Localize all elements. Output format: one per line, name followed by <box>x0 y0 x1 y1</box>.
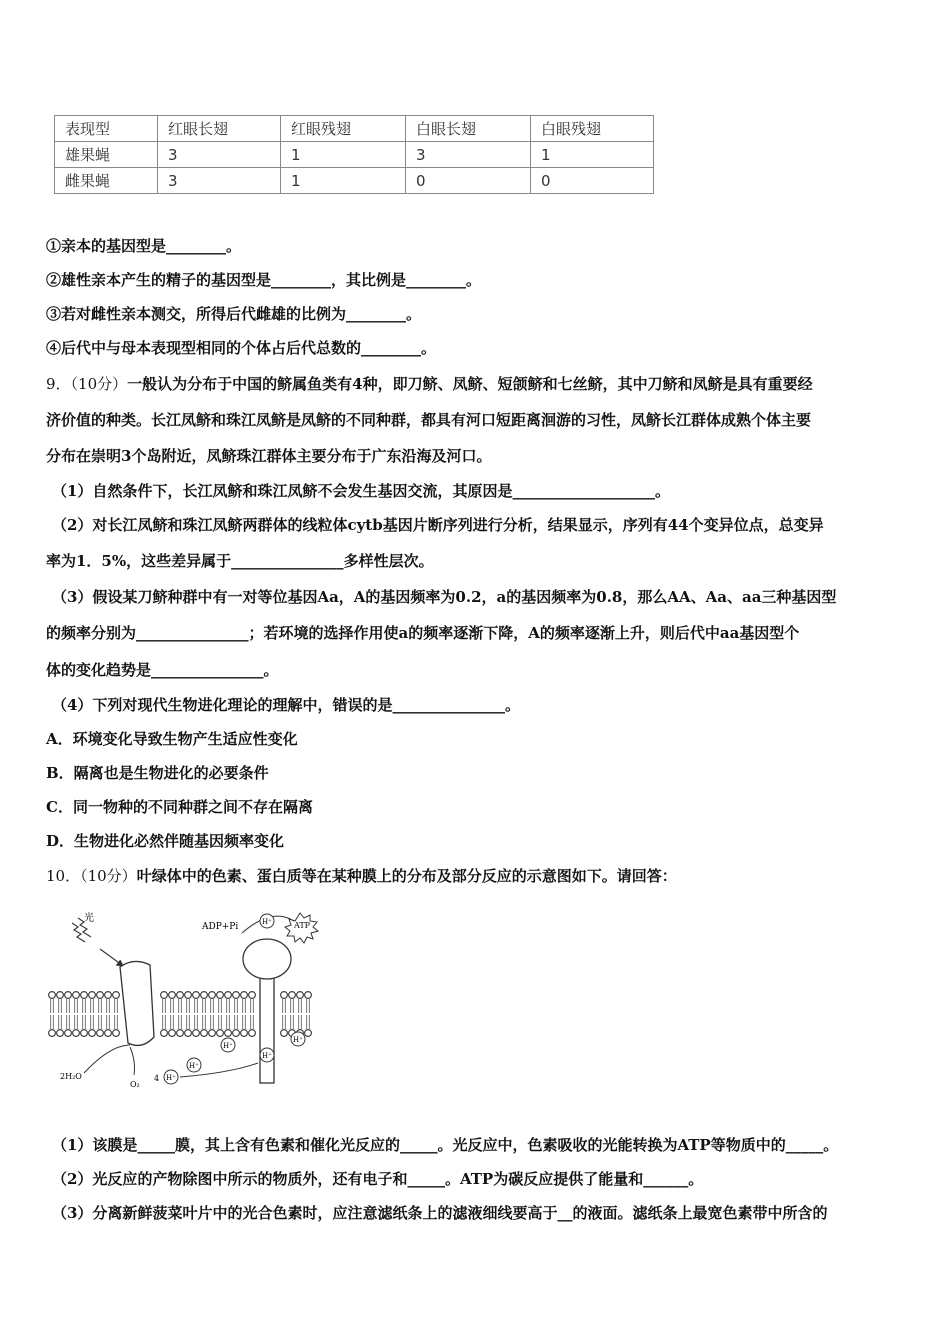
q10-part3: （3）分离新鲜菠菜叶片中的光合色素时，应注意滤纸条上的滤液细线要高于__的液面。滤纸条上最宽色素带中所含的 <box>52 1204 828 1222</box>
oxygen-label: O₂ <box>130 1080 140 1089</box>
q8-sub2: ②雄性亲本产生的精子的基因型是________，其比例是________。 <box>46 271 482 289</box>
q9-part3-line2: 的频率分别为_______________；若环境的选择作用使a的频率逐渐下降，A的频率逐渐上升，则后代中aa基因型个 <box>46 624 800 642</box>
q10-part2: （2）光反应的产物除图中所示的物质外，还有电子和_____。ATP为碳反应提供了能量和______。 <box>52 1170 704 1188</box>
table-header-cell: 白眼残翅 <box>531 116 654 142</box>
q10-number: 10．（10分） <box>46 867 137 885</box>
table-header-cell: 白眼长翅 <box>406 116 531 142</box>
thylakoid-membrane-diagram <box>44 905 320 1091</box>
table-cell: 0 <box>531 168 654 194</box>
table-header-cell: 表现型 <box>55 116 158 142</box>
q10-intro <box>46 866 677 886</box>
coefficient-label: 4 <box>154 1074 160 1083</box>
light-arrow-icon <box>72 918 123 966</box>
q9-part2-line2: 率为1．5%，这些差异属于_______________多样性层次。 <box>46 552 434 570</box>
table-header-cell: 红眼长翅 <box>158 116 281 142</box>
q9-option-d: D．生物进化必然伴随基因频率变化 <box>46 832 285 850</box>
q9-part1: （1）自然条件下，长江凤鲚和珠江凤鲚不会发生基因交流，其原因是___________________。 <box>52 482 670 500</box>
photosystem-protein <box>120 961 154 1045</box>
q9-intro-line1 <box>46 374 813 394</box>
q9-part4: （4）下列对现代生物进化理论的理解中，错误的是_______________。 <box>52 696 520 714</box>
proton-label: H⁺ <box>293 1036 303 1044</box>
q9-option-a: A．环境变化导致生物产生适应性变化 <box>46 730 298 748</box>
table-cell: 3 <box>406 142 531 168</box>
q9-part2-line1: （2）对长江凤鲚和珠江凤鲚两群体的线粒体cytb基因片断序列进行分析，结果显示，序列有44个变异位点，总变异 <box>52 516 824 534</box>
q9-option-c: C．同一物种的不同种群之间不存在隔离 <box>46 798 313 816</box>
adp-pi-label: ADP+Pi <box>202 922 239 932</box>
q9-intro-text: 一般认为分布于中国的鲚属鱼类有4种，即刀鲚、凤鲚、短颌鲚和七丝鲚，其中刀鲚和凤鲚是具有重要经 <box>127 375 813 393</box>
q8-sub4: ④后代中与母本表现型相同的个体占后代总数的________。 <box>46 339 437 357</box>
table-cell: 3 <box>158 142 281 168</box>
table-cell: 3 <box>158 168 281 194</box>
table-row <box>55 168 654 194</box>
q8-sub3: ③若对雌性亲本测交，所得后代雌雄的比例为________。 <box>46 305 422 323</box>
table-cell: 1 <box>531 142 654 168</box>
atp-label: ATP <box>294 921 311 930</box>
q8-sub1: ①亲本的基因型是________。 <box>46 237 242 255</box>
table-header-row <box>55 116 654 142</box>
phenotype-table <box>54 115 654 194</box>
q9-intro-line3: 分布在崇明3个岛附近，凤鲚珠江群体主要分布于广东沿海及河口。 <box>46 447 492 465</box>
q9-part3-line1: （3）假设某刀鲚种群中有一对等位基因Aa，A的基因频率为0.2，a的基因频率为0.8，那么AA、Aa、aa三种基因型 <box>52 588 837 606</box>
q10-part1: （1）该膜是_____膜，其上含有色素和催化光反应的_____。光反应中，色素吸收的光能转换为ATP等物质中的_____。 <box>52 1136 839 1154</box>
proton-label: H⁺ <box>189 1062 199 1070</box>
q9-part3-line3: 体的变化趋势是_______________。 <box>46 661 279 679</box>
table-row <box>55 142 654 168</box>
q10-intro-text: 叶绿体中的色素、蛋白质等在某种膜上的分布及部分反应的示意图如下。请回答： <box>136 867 677 885</box>
light-label: 光 <box>84 913 94 924</box>
table-cell: 0 <box>406 168 531 194</box>
proton-label: H⁺ <box>262 1052 272 1060</box>
proton-label: H⁺ <box>262 918 272 926</box>
table-cell: 1 <box>281 168 406 194</box>
table-cell: 雄果蝇 <box>55 142 158 168</box>
water-label: 2H₂O <box>60 1072 82 1081</box>
table-cell: 雌果蝇 <box>55 168 158 194</box>
q9-number: 9．（10分） <box>46 375 128 393</box>
q9-option-b: B．隔离也是生物进化的必要条件 <box>46 764 269 782</box>
q9-intro-line2: 济价值的种类。长江凤鲚和珠江凤鲚是凤鲚的不同种群，都具有河口短距离洄游的习性，凤鲚长江群体成熟个体主要 <box>46 411 812 429</box>
table-header-cell: 红眼残翅 <box>281 116 406 142</box>
proton-label: H⁺ <box>223 1042 233 1050</box>
table-cell: 1 <box>281 142 406 168</box>
proton-label: H⁺ <box>166 1074 176 1082</box>
